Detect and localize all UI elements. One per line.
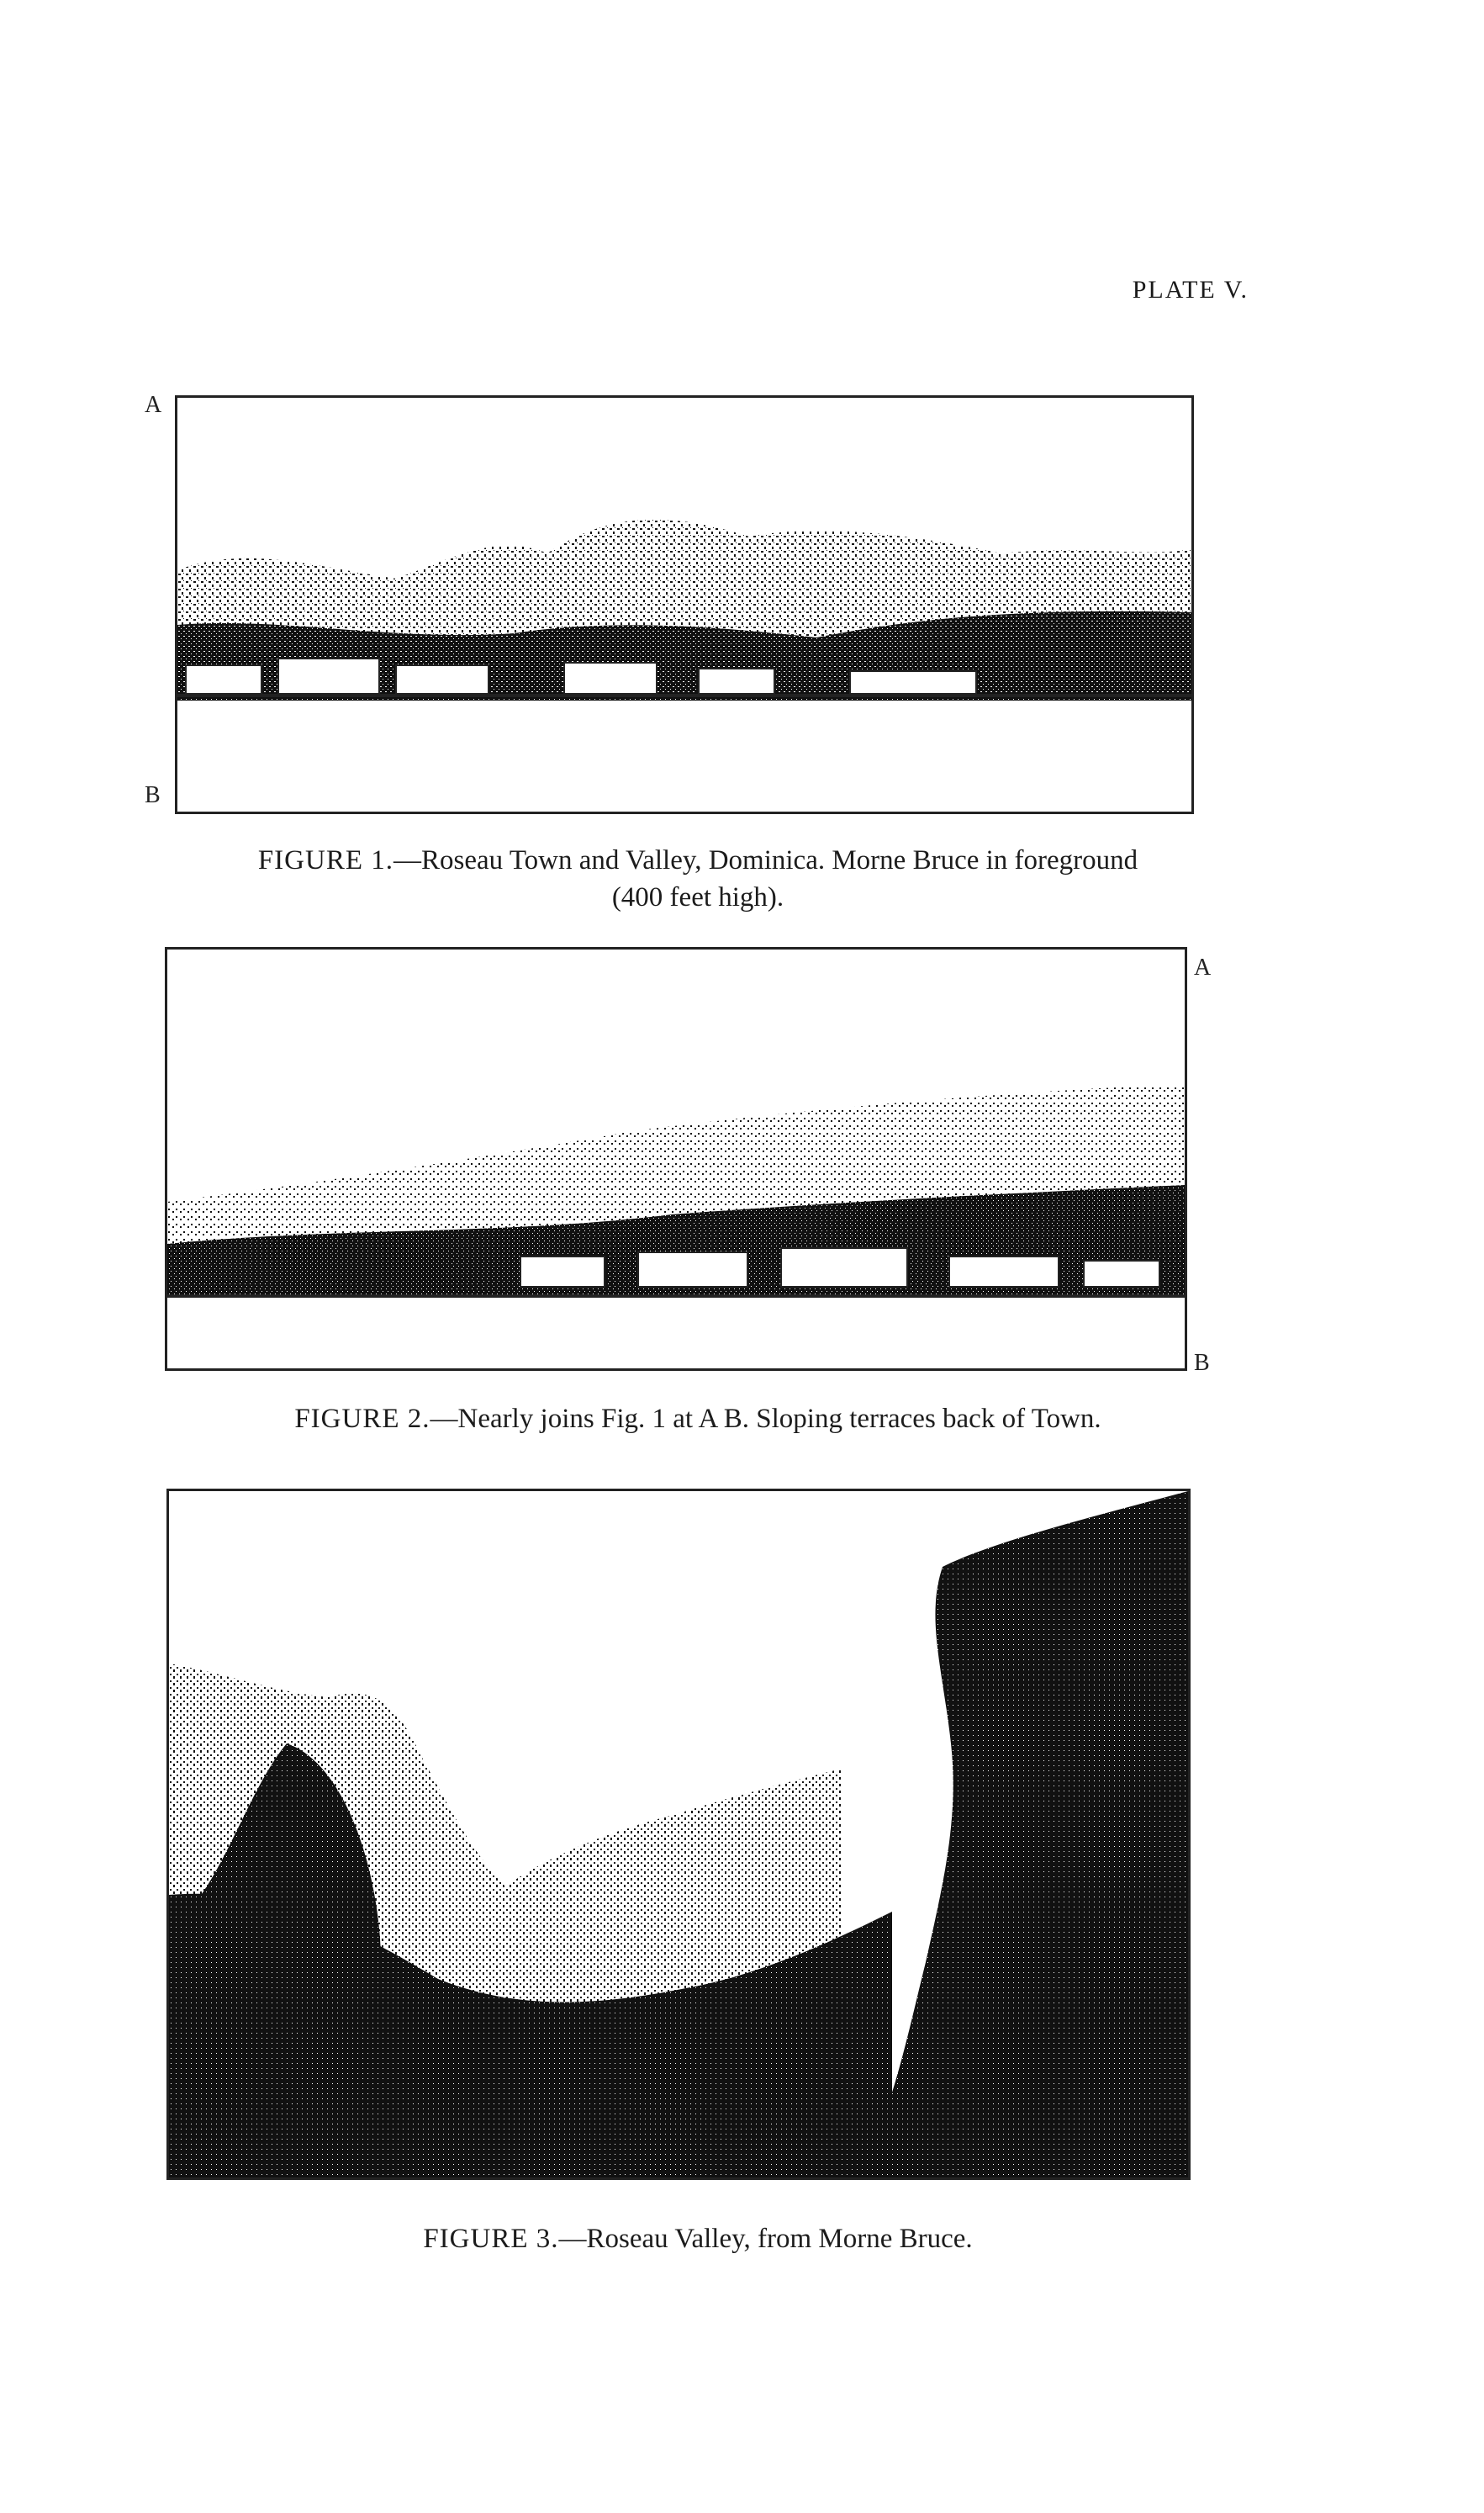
- figure1-caption: [143, 843, 1253, 878]
- figure1-caption-text: —Roseau Town and Valley, Dominica. Morne Bruce in foreground: [393, 845, 1138, 876]
- figure1-marker-b: B: [145, 782, 161, 808]
- figure1-caption-line2: (400 feet high).: [611, 882, 784, 913]
- figure1-caption-label: FIGURE 1.: [257, 845, 394, 876]
- figure1-marker-a: A: [145, 392, 162, 418]
- figure2-caption-label: FIGURE 2.: [294, 1404, 430, 1434]
- figure3-caption-label: FIGURE 3.: [423, 2224, 559, 2254]
- figure2-marker-b: B: [1194, 1350, 1210, 1376]
- figure3-photo: [166, 1489, 1191, 2180]
- figure2-marker-a: A: [1194, 955, 1212, 981]
- figure1-photo: [175, 395, 1194, 814]
- plate-label: PLATE V.: [1132, 276, 1249, 304]
- figure2-caption: [143, 1401, 1253, 1436]
- figure2-caption-text: —Nearly joins Fig. 1 at A B. Sloping terraces back of Town.: [430, 1404, 1101, 1434]
- figure3-caption: [143, 2221, 1253, 2256]
- figure2-photo: [165, 947, 1187, 1371]
- figure3-caption-text: —Roseau Valley, from Morne Bruce.: [558, 2224, 973, 2254]
